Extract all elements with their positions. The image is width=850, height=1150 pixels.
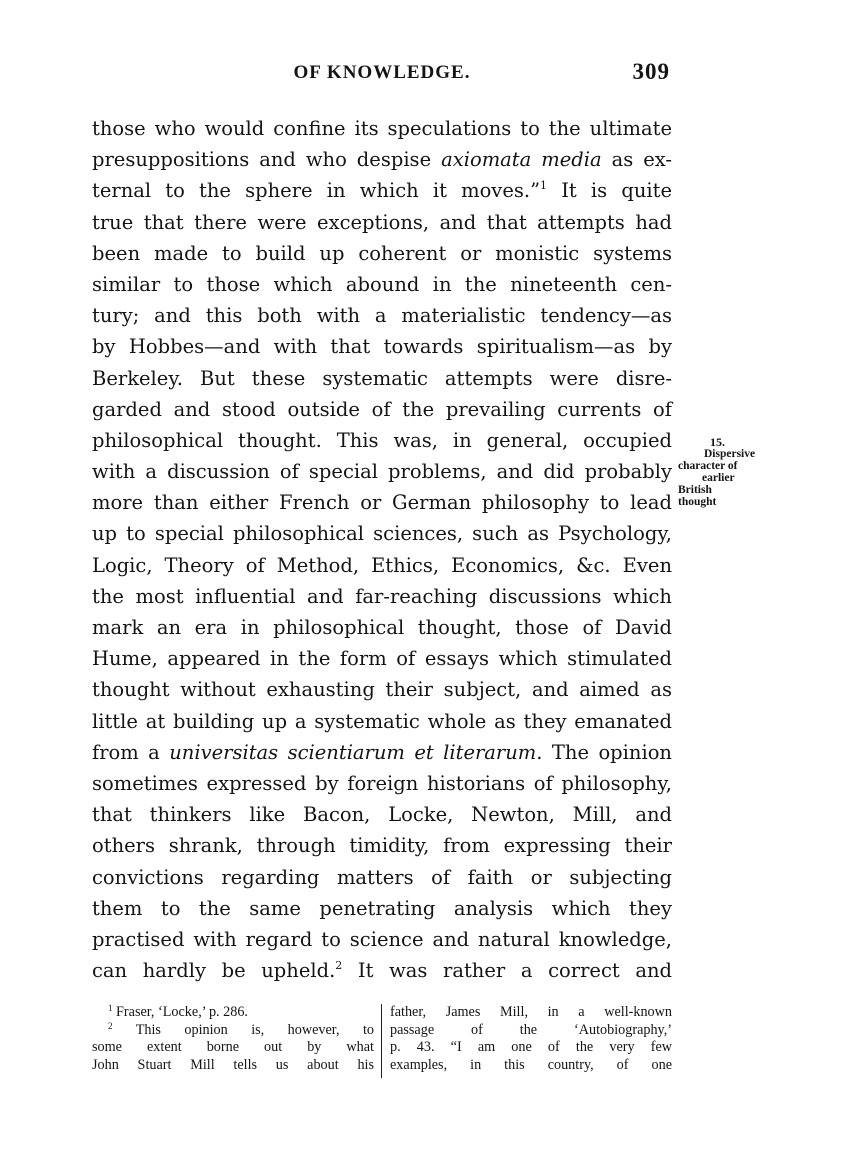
running-header [92, 59, 672, 92]
footnote-line: some extent borne out by what [92, 1039, 374, 1055]
running-title: OF KNOWLEDGE. [293, 62, 471, 83]
text-line: similar to those which abound in the nineteenth cen- [92, 272, 672, 296]
text-line: the most influential and far-reaching discussions which [92, 584, 672, 608]
text-line: sometimes expressed by foreign historians of philosophy, [92, 771, 672, 795]
text-line: ternal to the sphere in which it moves.”$^1$ It is quite [92, 179, 672, 203]
text-line: Hume, appeared in the form of essays which stimulated [92, 647, 672, 671]
footnotes [92, 1004, 672, 1084]
footnote-column-right [390, 1004, 672, 1074]
text-line: presuppositions and who despise axiomata media as ex- [92, 148, 672, 172]
footnote-marker: 2 [335, 959, 343, 973]
text-line: little at building up a systematic whole as they emanated [92, 709, 672, 733]
footnote-line: $^1$ Fraser, ‘Locke,’ p. 286. [108, 1003, 248, 1020]
italic-phrase: universitas scientiarum et literarum. [169, 740, 543, 764]
text-line: by Hobbes—and with that towards spiritualism—as by [92, 335, 672, 359]
text-line: them to the same penetrating analysis which they [92, 896, 672, 920]
text-line: Logic, Theory of Method, Ethics, Economics, &c. Even [92, 553, 672, 577]
marginal-note-line: earlier [702, 472, 735, 484]
text-line: can hardly be upheld.$^2$ It was rather a correct and [92, 959, 672, 983]
footnote-divider [381, 1004, 382, 1078]
footnote-marker: 1 [540, 179, 548, 193]
text-line: thought without exhausting their subject, and aimed as [92, 678, 672, 702]
body-text [92, 113, 672, 986]
text-line: mark an era in philosophical thought, those of David [92, 616, 672, 639]
marginal-note-line: British [678, 484, 712, 496]
italic-phrase: axiomata media [441, 148, 602, 172]
text-line: up to special philosophical sciences, such as Psychology, [92, 522, 672, 546]
footnote-line: John Stuart Mill tells us about his [92, 1056, 374, 1073]
text-line: from a universitas scientiarum et literarum. The opinion [92, 740, 672, 764]
footnote-number: 2 [108, 1020, 113, 1031]
text-line: practised with regard to science and natural knowledge, [92, 927, 672, 951]
footnote-line: p. 43. “I am one of the very few [390, 1039, 672, 1055]
footnote-number: 1 [108, 1003, 113, 1013]
footnote-line: examples, in this country, of one [390, 1056, 672, 1073]
marginal-note-line: Dispersive [704, 448, 756, 460]
footnote-line: passage of the ‘Autobiography,’ [390, 1021, 672, 1038]
text-line: with a discussion of special problems, and did probably [92, 460, 672, 484]
text-line: more than either French or German philosophy to lead [92, 491, 672, 515]
marginal-note [678, 436, 770, 508]
text-line: Berkeley. But these systematic attempts were disre- [92, 366, 672, 390]
text-line: garded and stood outside of the prevailing currents of [92, 397, 672, 421]
section-number: 15. [710, 435, 725, 449]
page-number: 309 [632, 59, 670, 84]
text-line: philosophical thought. This was, in general, occupied [92, 428, 672, 452]
footnote-line: $^2$ This opinion is, however, to [108, 1020, 374, 1038]
footnote-column-left [92, 1004, 374, 1074]
footnote-line: father, James Mill, in a well-known [390, 1004, 672, 1020]
marginal-note-line: thought [678, 496, 717, 508]
text-line: true that there were exceptions, and that attempts had [92, 210, 672, 234]
text-line: been made to build up coherent or monistic systems [92, 241, 672, 265]
text-line: those who would confine its speculations to the ultimate [92, 117, 672, 140]
text-line: that thinkers like Bacon, Locke, Newton, Mill, and [92, 803, 672, 827]
text-line: others shrank, through timidity, from expressing their [92, 834, 672, 858]
text-line: convictions regarding matters of faith or subjecting [92, 865, 672, 889]
text-line: tury; and this both with a materialistic tendency—as [92, 304, 672, 328]
marginal-note-line: character of [678, 460, 738, 472]
